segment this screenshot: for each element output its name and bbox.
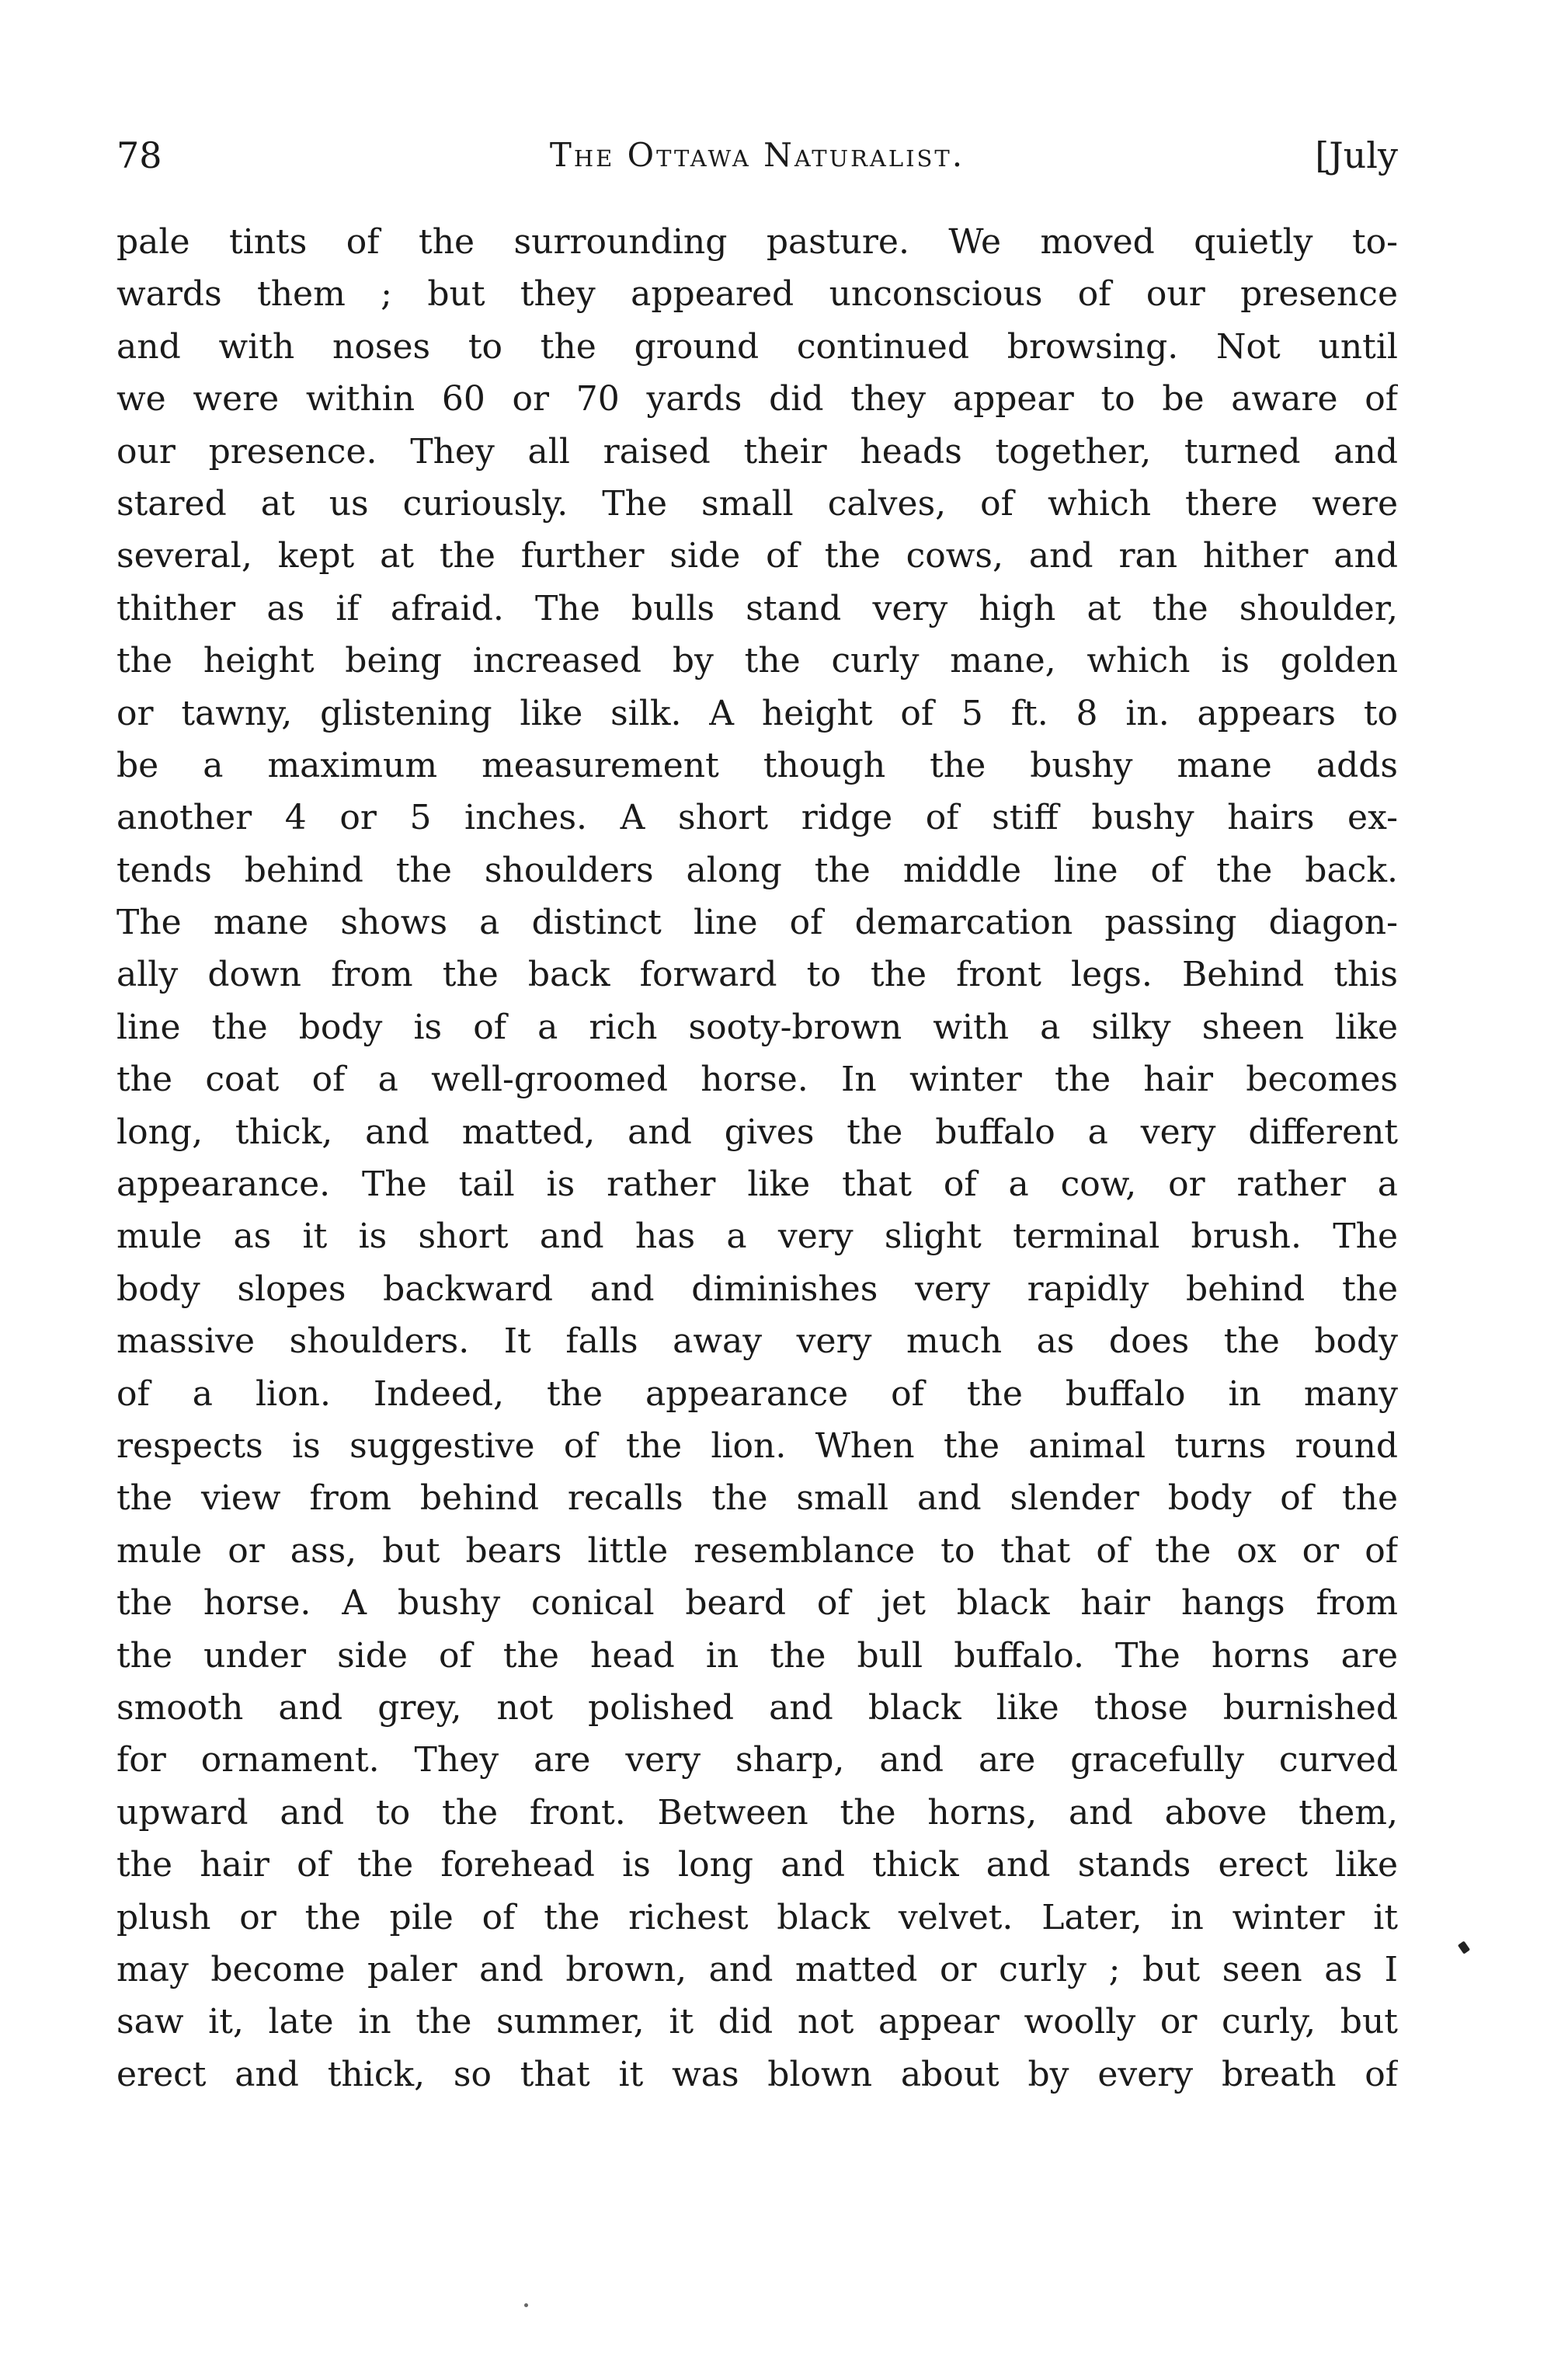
text-line: line the body is of a rich sooty-brown with a silky sheen like bbox=[116, 1007, 1398, 1047]
text-line: massive shoulders. It falls away very much as does the body bbox=[116, 1321, 1398, 1362]
scan-speck bbox=[524, 2303, 528, 2307]
text-line: tends behind the shoulders along the middle line of the back. bbox=[116, 850, 1398, 890]
text-line: upward and to the front. Between the horns, and above them, bbox=[116, 1792, 1398, 1833]
running-title: The Ottawa Naturalist. bbox=[549, 136, 965, 174]
text-line: plush or the pile of the richest black velvet. Later, in winter it bbox=[116, 1897, 1398, 1937]
text-line: and with noses to the ground continued browsing. Not until bbox=[116, 326, 1398, 367]
text-line: may become paler and brown, and matted or curly ; but seen as I bbox=[116, 1949, 1398, 1989]
text-line: the height being increased by the curly mane, which is golden bbox=[116, 641, 1398, 681]
text-line: smooth and grey, not polished and black like those burnished bbox=[116, 1687, 1398, 1728]
text-line: mule or ass, but bears little resemblance to that of the ox or of bbox=[116, 1530, 1398, 1571]
text-line: stared at us curiously. The small calves, of which there were bbox=[116, 483, 1398, 524]
text-line: the coat of a well-groomed horse. In winter the hair becomes bbox=[116, 1060, 1398, 1100]
text-line: be a maximum measurement though the bushy mane adds bbox=[116, 745, 1398, 785]
text-line: long, thick, and matted, and gives the buffalo a very different bbox=[116, 1112, 1398, 1152]
text-line: several, kept at the further side of the cows, and ran hither and bbox=[116, 536, 1398, 576]
text-line: the hair of the forehead is long and thick and stands erect like bbox=[116, 1845, 1398, 1885]
text-line: ally down from the back forward to the front legs. Behind this bbox=[116, 955, 1398, 995]
text-line: of a lion. Indeed, the appearance of the buffalo in many bbox=[116, 1373, 1398, 1414]
text-line: another 4 or 5 inches. A short ridge of stiff bushy hairs ex- bbox=[116, 798, 1398, 838]
text-line: our presence. They all raised their heads together, turned and bbox=[116, 431, 1398, 472]
text-line: The mane shows a distinct line of demarcation passing diagon- bbox=[116, 903, 1398, 943]
text-line: the under side of the head in the bull buffalo. The horns are bbox=[116, 1635, 1398, 1676]
margin-ink-mark bbox=[1458, 1941, 1470, 1954]
text-line: respects is suggestive of the lion. When the animal turns round bbox=[116, 1425, 1398, 1466]
text-line: the view from behind recalls the small and slender body of the bbox=[116, 1478, 1398, 1519]
body-text bbox=[116, 216, 1398, 2101]
text-line: we were within 60 or 70 yards did they appear to be aware of bbox=[116, 379, 1398, 419]
text-line: mule as it is short and has a very slight terminal brush. The bbox=[116, 1217, 1398, 1257]
text-line: appearance. The tail is rather like that of a cow, or rather a bbox=[116, 1164, 1398, 1205]
text-line: thither as if afraid. The bulls stand very high at the shoulder, bbox=[116, 588, 1398, 628]
text-line: wards them ; but they appeared unconscious of our presence bbox=[116, 274, 1398, 315]
page-number: 78 bbox=[116, 134, 162, 176]
page-header bbox=[116, 124, 1398, 186]
text-line: pale tints of the surrounding pasture. We moved quietly to- bbox=[116, 222, 1398, 262]
text-line: body slopes backward and diminishes very rapidly behind the bbox=[116, 1269, 1398, 1309]
text-line: saw it, late in the summer, it did not appear woolly or curly, but bbox=[116, 2002, 1398, 2042]
text-line: or tawny, glistening like silk. A height of 5 ft. 8 in. appears to bbox=[116, 693, 1398, 733]
text-line: erect and thick, so that it was blown about by every breath of bbox=[116, 2054, 1398, 2094]
text-line: for ornament. They are very sharp, and are gracefully curved bbox=[116, 1740, 1398, 1780]
text-line: the horse. A bushy conical beard of jet black hair hangs from bbox=[116, 1583, 1398, 1624]
issue-month: [July bbox=[1315, 134, 1398, 176]
